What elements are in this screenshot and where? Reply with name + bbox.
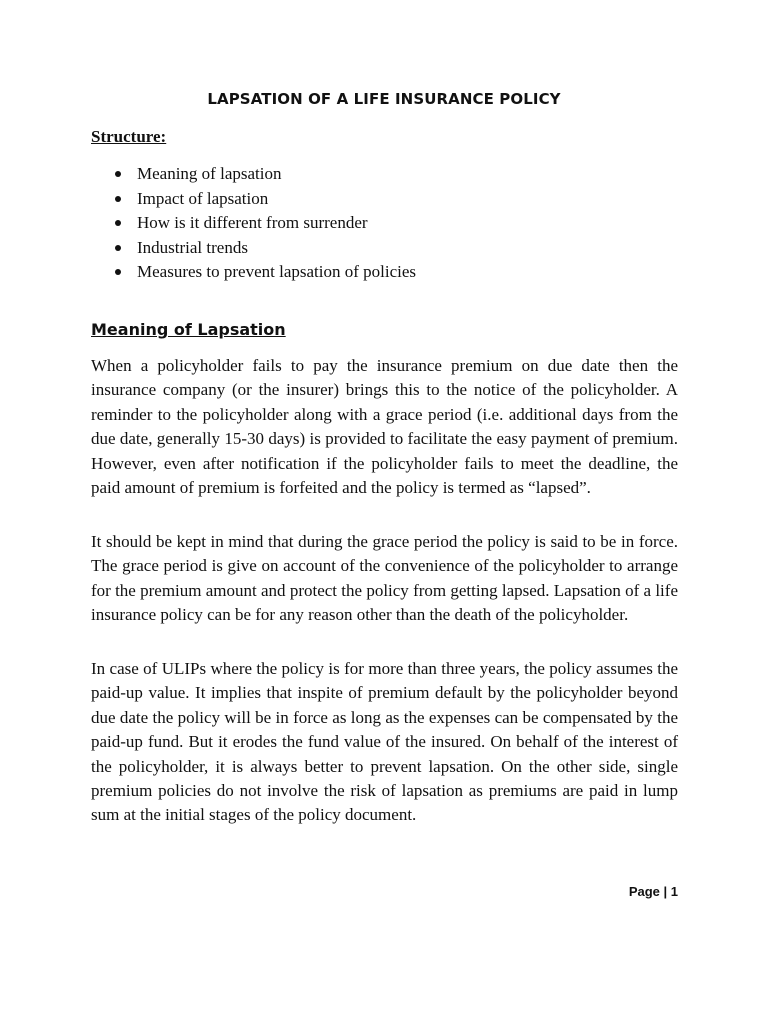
bullet-icon <box>115 245 121 251</box>
list-item <box>91 211 416 236</box>
list-item <box>91 236 416 261</box>
list-item <box>91 260 416 285</box>
list-item <box>91 187 416 212</box>
list-item-text: Measures to prevent lapsation of policies <box>137 262 417 282</box>
bullet-icon <box>115 269 121 275</box>
list-item-text: Meaning of lapsation <box>137 164 282 183</box>
structure-heading: Structure: <box>91 127 167 146</box>
section-heading: Meaning of Lapsation <box>91 320 286 339</box>
document-title: LAPSATION OF A LIFE INSURANCE POLICY <box>207 90 561 108</box>
structure-list <box>91 162 416 285</box>
bullet-icon <box>115 220 121 226</box>
page-number: Page | 1 <box>628 884 678 899</box>
paragraph: In case of ULIPs where the policy is for more than three years, the policy assumes the paid-up value. It implies that inspite of premium default by the policyholder beyond due date the policy will be in force as long as the expenses can be compensated by the paid-up fund. But it erodes the fund value of the insured. On behalf of the interest of the policyholder, it is always better to prevent lapsation. On the other side, single premium policies do not involve the risk of lapsation as premiums are paid in lump sum at the initial stages of the policy document. <box>91 659 678 825</box>
paragraph: When a policyholder fails to pay the insurance premium on due date then the insurance company (or the insurer) brings this to the notice of the policyholder. A reminder to the policyholder along with a grace period (i.e. additional days from the due date, generally 15-30 days) is provided to facilitate the easy payment of premium. However, even after notification if the policyholder fails to meet the deadline, the paid amount of premium is forfeited and the policy is termed as “lapsed”. <box>91 356 678 498</box>
bullet-icon <box>115 171 121 177</box>
list-item-text: How is it different from surrender <box>137 213 368 233</box>
list-item <box>91 162 416 187</box>
bullet-icon <box>115 196 121 202</box>
list-item-text: Impact of lapsation <box>137 188 269 208</box>
paragraph: It should be kept in mind that during the grace period the policy is said to be in force. The grace period is give on account of the convenience of the policyholder to arrange for the premium amount and protect the policy from getting lapsed. Lapsation of a life insurance policy can be for any reason other than the death of the policyholder. <box>91 532 678 625</box>
list-item-text: Industrial trends <box>137 237 248 257</box>
